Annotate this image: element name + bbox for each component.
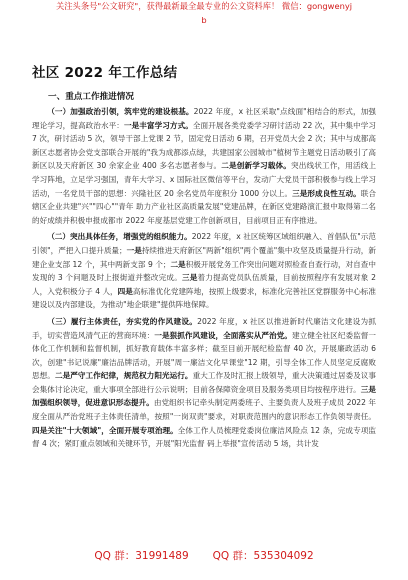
paragraph-text: 全面开展各类党委学习研讨活动 22 次，其中集中学习 7 次，研讨活动 5 次，领导干部上党课 2 节，固定党日活动 6 期，召开党员大会 2 次；其中与成都高新区志愿者协会党支部联合开展的"我为成都添点绿，共建国家公园城市"植树节主题党日活动吸引了高新区以及天府新区 30 余家企业 400 多名志愿者参与。 [32,120,376,171]
paragraph-text: 突出线状工作，用活线上学习阵地，立足学习强国，青年大学习、x 国际社区微信等平台，发动广大党员干部积极参与线上学习活动，一名党员干部的思想：兴隆社区 20 余名党员年度积分 1000 分以上。 [32,161,377,198]
bold-point: 二是创新学习载体。 [221,161,291,171]
promo-header [0,0,408,50]
paragraph-text: 联合辖区企业共建"兴""四心""青年 助力产业社区高质量发展"党建品牌，在新区党建路演汇报中取得第二名的好成绩并积极申报成都市 2022 年度基层党建工作创新项目，目前项目正有序推进。 [32,188,377,225]
paragraph-text: 重大工作及时汇报上级领导，重大决策通过居委及议事会集体讨论决定，重大事项全部进行公示说明；目前各保障资金项目及服务类项目均按程序进行。 [32,371,377,394]
paragraph-lead: （一）加强政治引领，筑牢党的建设根基。 [47,107,194,116]
bold-point: 三是 [181,273,198,283]
contact-footer [0,548,408,563]
paragraph-organization [32,230,376,312]
promo-line-2: b [201,15,207,25]
paragraph-text: 持续推进天府新区"两新"组织"两个覆盖"集中攻坚及质量提升行动，新建企业支部 12 个，其中两新支部 9 个； [32,245,376,269]
paragraph-text: 建立健全社区纪委监督一体化工作机制和监督机制，抓好教育载体丰富多样；截至目前开展纪检监督 40 次，开展廉政活动 6 次，创建"书记说廉"廉洁品牌活动，开展"周一廉洁文化早课堂"12 期，引导全体工作人员坚定反腐败思想。 [32,330,377,381]
paragraph-text: 2022 年度，x 社区采取"点线面"相结合的形式，加强理论学习，提高政治水平： [32,107,376,130]
paragraph-text: 高标准优化党建阵地，按照上级要求，标准化完善社区党群服务中心标准建设以及内部建设，为推动"地企联建"提供阵地保障。 [32,286,376,310]
bold-point: 一是狠抓作风建设，全面落实从严治党。 [154,330,292,340]
paragraph-party-building [32,105,376,227]
paragraph-text: 2022 年度，x 社区统筹区域组织融入、首倡队伍"示范引领"，严把入口提升质量； [32,232,377,255]
document-title: 社区 2022 年工作总结 [32,65,178,81]
promo-line: 关注头条号"公文研究"，获得最新最全最专业的公文资料库！ 微信：gongwenyj [55,1,353,11]
qq-group-2: QQ 群：535304092 [212,550,314,562]
paragraph-text: 积极开展党务工作突出问题对照检查自查行动，对自查中发现的 3 个问题及时上报街道并整改完成。 [32,259,376,283]
bold-point: 三是加强组织领导，促进意识形态提升。 [32,384,377,408]
paragraph-text: 2022 年度，x 社区以推进新时代廉洁文化建设为抓手，切实营造风清气正的营商环境： [32,316,376,340]
bold-point: 二是 [170,259,186,269]
paragraph-lead: （二）突出具体任务，增强党的组织能力。 [47,232,192,242]
bold-point: 三是形成良性互动。 [292,188,361,198]
bold-point: 一是 [126,245,142,255]
section-heading: 一、重点工作推进情况 [48,92,134,102]
qq-group-1: QQ 群：31991489 [94,550,189,562]
bold-point: 四是关注"十大领域"，全面开展专项治理。 [32,425,178,435]
paragraph-text: 着力提高党员队伍质量，目前按照程序有发展对象 2 人，入党积极分子 4 人， [32,273,376,296]
paragraph-text: 全体工作人员梳理党委岗位廉洁风险点 12 条，完成专项监督 4 次；紧盯重点领域和关键环节，开展"阳光监督 码上举报"宣传活动 5 场，共计发 [32,425,376,449]
paragraph-text: 由党组织书记牵头制定两委班子、主要负责人及班子成员 2022 年度全面从严治党班子主体责任清单，按照"一岗双责"要求，对职责范围内的意识形态工作负领导责任。 [32,398,377,422]
paragraph-lead: （三）履行主体责任，夯实党的作风建设。 [47,316,198,326]
bold-point: 四是 [117,286,133,296]
bold-point: 二是严守工作纪律，规范权力阳光运行。 [54,371,193,381]
bold-point: 一是丰富学习方式。 [123,120,193,130]
paragraph-work-style [32,315,376,451]
document-body [32,105,376,454]
